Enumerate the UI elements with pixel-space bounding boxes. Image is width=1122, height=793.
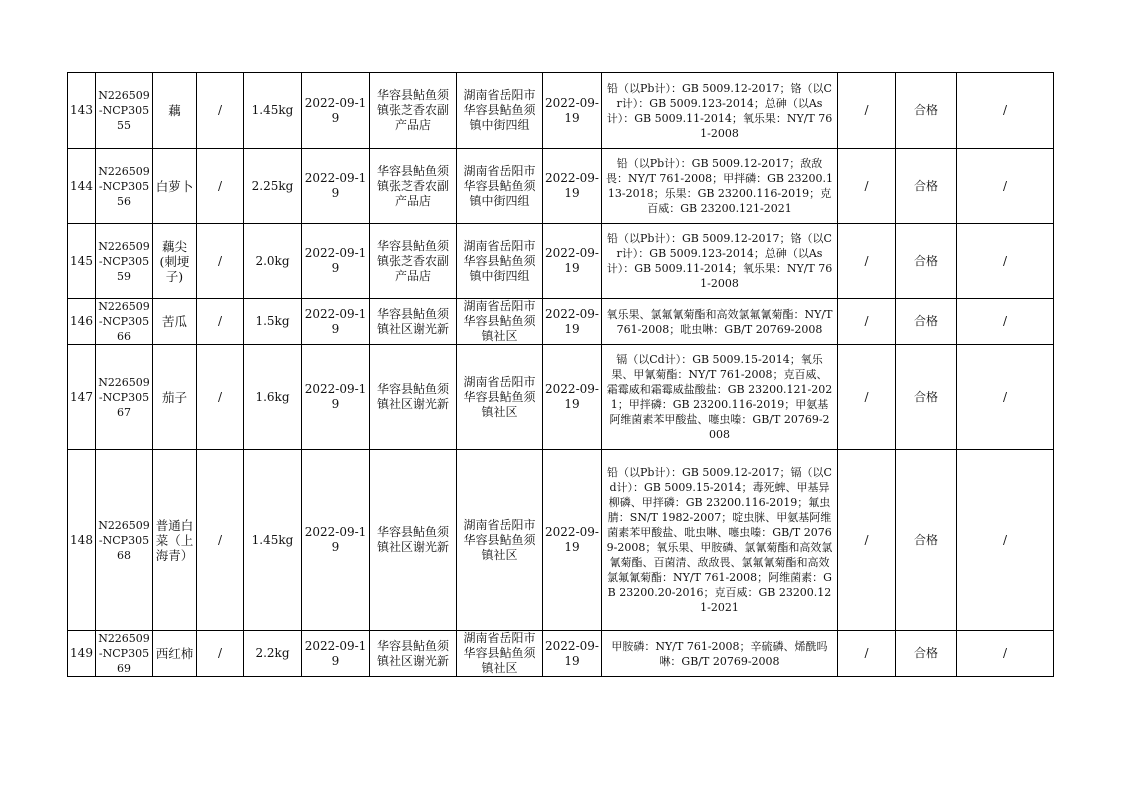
- test-date: 2022-09-19: [543, 224, 602, 299]
- row-number: 148: [68, 450, 96, 631]
- column-10-value: /: [838, 631, 896, 677]
- sample-quantity: 1.5kg: [244, 299, 302, 345]
- test-items: 铅（以Pb计）：GB 5009.12-2017；镉（以Cd计）：GB 5009.15-2014；毒死蜱、甲基异柳磷、甲拌磷：GB 23200.116-2019；氟虫腈：SN/T 1982-2007；啶虫脒、甲氨基阿维菌素苯甲酸盐、吡虫啉、噻虫嗪：GB/T 20769-2008；氧乐果、甲胺磷、氯氰菊酯和高效氯氰菊酯、百菌清、敌敌畏、氯氟氰菊酯和高效氯氟氰菊酯：NY/T 761-2008；阿维菌素：GB 23200.20-2016；克百威：GB 23200.121-2021: [602, 450, 838, 631]
- sample-name: 普通白菜（上海青）: [153, 450, 197, 631]
- sampling-date: 2022-09-19: [302, 224, 370, 299]
- seller-address: 湖南省岳阳市华容县鲇鱼须镇社区: [457, 631, 543, 677]
- specification: /: [197, 73, 244, 149]
- sample-code: N226509-NCP30567: [96, 345, 153, 450]
- sampling-date: 2022-09-19: [302, 149, 370, 224]
- seller-address: 湖南省岳阳市华容县鲇鱼须镇社区: [457, 299, 543, 345]
- test-date: 2022-09-19: [543, 631, 602, 677]
- sampling-date: 2022-09-19: [302, 345, 370, 450]
- column-12-value: /: [957, 224, 1054, 299]
- sample-name: 茄子: [153, 345, 197, 450]
- table-row: [68, 73, 1054, 149]
- sampling-date: 2022-09-19: [302, 299, 370, 345]
- column-10-value: /: [838, 299, 896, 345]
- column-12-value: /: [957, 73, 1054, 149]
- test-date: 2022-09-19: [543, 299, 602, 345]
- column-12-value: /: [957, 149, 1054, 224]
- inspection-results-table: [67, 72, 1054, 677]
- seller-name: 华容县鲇鱼须镇社区谢光新: [370, 299, 457, 345]
- specification: /: [197, 450, 244, 631]
- table-row: [68, 450, 1054, 631]
- test-date: 2022-09-19: [543, 73, 602, 149]
- test-date: 2022-09-19: [543, 149, 602, 224]
- sample-name: 苦瓜: [153, 299, 197, 345]
- column-10-value: /: [838, 149, 896, 224]
- seller-name: 华容县鲇鱼须镇张芝香农副产品店: [370, 149, 457, 224]
- result: 合格: [896, 345, 957, 450]
- column-10-value: /: [838, 345, 896, 450]
- table-row: [68, 299, 1054, 345]
- sample-name: 藕: [153, 73, 197, 149]
- sample-code: N226509-NCP30556: [96, 149, 153, 224]
- row-number: 143: [68, 73, 96, 149]
- column-12-value: /: [957, 299, 1054, 345]
- sampling-date: 2022-09-19: [302, 73, 370, 149]
- specification: /: [197, 299, 244, 345]
- row-number: 145: [68, 224, 96, 299]
- row-number: 144: [68, 149, 96, 224]
- sample-name: 藕尖(刺埂子): [153, 224, 197, 299]
- test-items: 氧乐果、氯氟氰菊酯和高效氯氟氰菊酯：NY/T 761-2008；吡虫啉：GB/T 20769-2008: [602, 299, 838, 345]
- sample-quantity: 1.45kg: [244, 450, 302, 631]
- seller-name: 华容县鲇鱼须镇社区谢光新: [370, 631, 457, 677]
- sampling-date: 2022-09-19: [302, 631, 370, 677]
- table-row: [68, 149, 1054, 224]
- test-items: 铅（以Pb计）：GB 5009.12-2017；铬（以Cr计）：GB 5009.123-2014；总砷（以As计）：GB 5009.11-2014；氧乐果：NY/T 761-2008: [602, 224, 838, 299]
- specification: /: [197, 149, 244, 224]
- seller-address: 湖南省岳阳市华容县鲇鱼须镇中街四组: [457, 224, 543, 299]
- column-10-value: /: [838, 450, 896, 631]
- table-row: [68, 631, 1054, 677]
- sample-code: N226509-NCP30566: [96, 299, 153, 345]
- sample-code: N226509-NCP30568: [96, 450, 153, 631]
- column-12-value: /: [957, 631, 1054, 677]
- specification: /: [197, 345, 244, 450]
- column-10-value: /: [838, 73, 896, 149]
- table-row: [68, 345, 1054, 450]
- row-number: 147: [68, 345, 96, 450]
- column-12-value: /: [957, 450, 1054, 631]
- result: 合格: [896, 149, 957, 224]
- seller-address: 湖南省岳阳市华容县鲇鱼须镇社区: [457, 450, 543, 631]
- row-number: 146: [68, 299, 96, 345]
- test-items: 甲胺磷：NY/T 761-2008；辛硫磷、烯酰吗啉：GB/T 20769-2008: [602, 631, 838, 677]
- sample-code: N226509-NCP30555: [96, 73, 153, 149]
- seller-address: 湖南省岳阳市华容县鲇鱼须镇中街四组: [457, 149, 543, 224]
- sample-quantity: 1.6kg: [244, 345, 302, 450]
- result: 合格: [896, 73, 957, 149]
- result: 合格: [896, 631, 957, 677]
- seller-address: 湖南省岳阳市华容县鲇鱼须镇社区: [457, 345, 543, 450]
- specification: /: [197, 224, 244, 299]
- result: 合格: [896, 224, 957, 299]
- test-items: 镉（以Cd计）：GB 5009.15-2014；氧乐果、甲氰菊酯：NY/T 761-2008；克百威、霜霉威和霜霉威盐酸盐：GB 23200.121-2021；甲拌磷：GB 23200.116-2019；甲氨基阿维菌素苯甲酸盐、噻虫嗪：GB/T 20769-2008: [602, 345, 838, 450]
- test-items: 铅（以Pb计）：GB 5009.12-2017；铬（以Cr计）：GB 5009.123-2014；总砷（以As计）：GB 5009.11-2014；氧乐果：NY/T 761-2008: [602, 73, 838, 149]
- column-10-value: /: [838, 224, 896, 299]
- sampling-date: 2022-09-19: [302, 450, 370, 631]
- sample-quantity: 2.25kg: [244, 149, 302, 224]
- seller-name: 华容县鲇鱼须镇社区谢光新: [370, 450, 457, 631]
- specification: /: [197, 631, 244, 677]
- sample-quantity: 1.45kg: [244, 73, 302, 149]
- seller-name: 华容县鲇鱼须镇社区谢光新: [370, 345, 457, 450]
- table-row: [68, 224, 1054, 299]
- sample-quantity: 2.0kg: [244, 224, 302, 299]
- sample-name: 西红柿: [153, 631, 197, 677]
- test-date: 2022-09-19: [543, 450, 602, 631]
- test-items: 铅（以Pb计）：GB 5009.12-2017；敌敌畏：NY/T 761-2008；甲拌磷：GB 23200.113-2018；乐果：GB 23200.116-2019；克百威：GB 23200.121-2021: [602, 149, 838, 224]
- row-number: 149: [68, 631, 96, 677]
- sample-name: 白萝卜: [153, 149, 197, 224]
- result: 合格: [896, 450, 957, 631]
- sample-code: N226509-NCP30559: [96, 224, 153, 299]
- seller-name: 华容县鲇鱼须镇张芝香农副产品店: [370, 224, 457, 299]
- result: 合格: [896, 299, 957, 345]
- test-date: 2022-09-19: [543, 345, 602, 450]
- sample-code: N226509-NCP30569: [96, 631, 153, 677]
- sample-quantity: 2.2kg: [244, 631, 302, 677]
- seller-address: 湖南省岳阳市华容县鲇鱼须镇中街四组: [457, 73, 543, 149]
- column-12-value: /: [957, 345, 1054, 450]
- seller-name: 华容县鲇鱼须镇张芝香农副产品店: [370, 73, 457, 149]
